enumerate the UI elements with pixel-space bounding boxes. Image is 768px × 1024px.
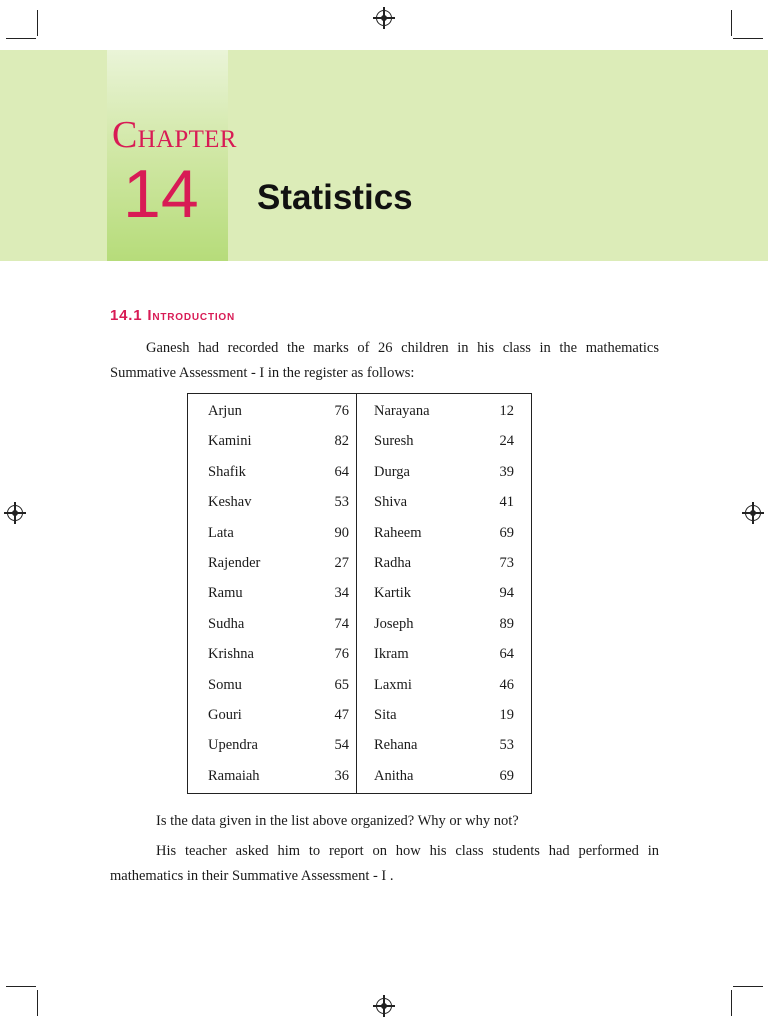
table-row: [208, 398, 349, 428]
section-title: Introduction: [147, 307, 236, 324]
student-mark: 89: [499, 615, 514, 632]
table-row: [374, 763, 514, 793]
crop-mark: [37, 10, 38, 36]
student-mark: 41: [499, 494, 514, 511]
crop-mark: [733, 38, 763, 39]
chapter-title: Statistics: [257, 178, 413, 217]
table-row: [374, 398, 514, 428]
table-row: [374, 520, 514, 550]
crop-mark: [733, 986, 763, 987]
student-mark: 69: [499, 524, 514, 541]
table-row: [208, 732, 349, 762]
student-mark: 74: [334, 615, 349, 632]
student-mark: 69: [499, 767, 514, 784]
table-row: [208, 672, 349, 702]
student-name: Ramaiah: [208, 767, 260, 784]
table-row: [374, 641, 514, 671]
table-row: [374, 580, 514, 610]
table-row: [374, 550, 514, 580]
registration-mark-icon: [7, 505, 23, 521]
student-mark: 24: [499, 433, 514, 450]
chapter-number: 14: [123, 156, 199, 232]
student-mark: 36: [334, 767, 349, 784]
student-mark: 47: [334, 706, 349, 723]
student-mark: 34: [334, 585, 349, 602]
table-row: [374, 428, 514, 458]
student-mark: 53: [334, 494, 349, 511]
student-mark: 19: [499, 706, 514, 723]
marks-table: [187, 393, 532, 794]
student-name: Ikram: [374, 646, 409, 663]
student-mark: 64: [334, 463, 349, 480]
student-name: Upendra: [208, 737, 258, 754]
registration-mark-icon: [376, 10, 392, 26]
student-name: Gouri: [208, 706, 242, 723]
student-name: Joseph: [374, 615, 414, 632]
student-mark: 76: [334, 646, 349, 663]
student-name: Arjun: [208, 403, 242, 419]
table-row: [208, 489, 349, 519]
student-name: Sita: [374, 706, 397, 723]
table-row: [208, 428, 349, 458]
registration-mark-icon: [745, 505, 761, 521]
student-name: Narayana: [374, 403, 430, 419]
table-row: [208, 580, 349, 610]
table-row: [374, 459, 514, 489]
table-row: [208, 702, 349, 732]
student-name: Ramu: [208, 585, 243, 602]
student-name: Laxmi: [374, 676, 412, 693]
student-mark: 82: [334, 433, 349, 450]
table-row: [208, 641, 349, 671]
crop-mark: [37, 990, 38, 1016]
marks-column-right: [374, 398, 514, 793]
student-mark: 46: [499, 676, 514, 693]
student-mark: 94: [499, 585, 514, 602]
student-mark: 12: [499, 403, 514, 419]
student-name: Somu: [208, 676, 242, 693]
registration-mark-icon: [376, 998, 392, 1014]
marks-column-left: [208, 398, 349, 793]
student-name: Kamini: [208, 433, 252, 450]
student-name: Kartik: [374, 585, 412, 602]
table-row: [374, 672, 514, 702]
section-number: 14.1: [110, 307, 143, 324]
student-mark: 73: [499, 554, 514, 571]
crop-mark: [731, 10, 732, 36]
crop-mark: [6, 38, 36, 39]
student-name: Suresh: [374, 433, 414, 450]
table-row: [208, 550, 349, 580]
student-name: Lata: [208, 524, 234, 541]
student-mark: 53: [499, 737, 514, 754]
student-name: Shafik: [208, 463, 246, 480]
crop-mark: [731, 990, 732, 1016]
student-name: Rehana: [374, 737, 418, 754]
student-name: Anitha: [374, 767, 414, 784]
table-row: [208, 459, 349, 489]
student-name: Krishna: [208, 646, 254, 663]
student-mark: 64: [499, 646, 514, 663]
question-paragraph: Is the data given in the list above organized? Why or why not?: [156, 813, 519, 829]
student-mark: 39: [499, 463, 514, 480]
table-row: [374, 732, 514, 762]
table-row: [208, 763, 349, 793]
table-row: [374, 702, 514, 732]
student-name: Rajender: [208, 554, 261, 571]
closing-paragraph: His teacher asked him to report on how his class students had performed in mathematics in their Summative Assessment - I .: [110, 843, 659, 884]
student-name: Sudha: [208, 615, 245, 632]
student-mark: 54: [334, 737, 349, 754]
chapter-label: Chapter: [112, 114, 237, 156]
intro-paragraph: Ganesh had recorded the marks of 26 children in his class in the mathematics Summative Assessment - I in the register as follows:: [110, 340, 659, 381]
table-divider: [356, 394, 357, 793]
table-row: [374, 611, 514, 641]
table-row: [374, 489, 514, 519]
student-mark: 27: [334, 554, 349, 571]
student-name: Radha: [374, 554, 412, 571]
crop-mark: [6, 986, 36, 987]
student-name: Shiva: [374, 494, 408, 511]
student-name: Durga: [374, 463, 410, 480]
table-row: [208, 611, 349, 641]
table-row: [208, 520, 349, 550]
student-mark: 76: [334, 403, 349, 419]
student-name: Keshav: [208, 494, 252, 511]
student-mark: 90: [334, 524, 349, 541]
student-name: Raheem: [374, 524, 422, 541]
section-heading: [110, 307, 235, 324]
student-mark: 65: [334, 676, 349, 693]
